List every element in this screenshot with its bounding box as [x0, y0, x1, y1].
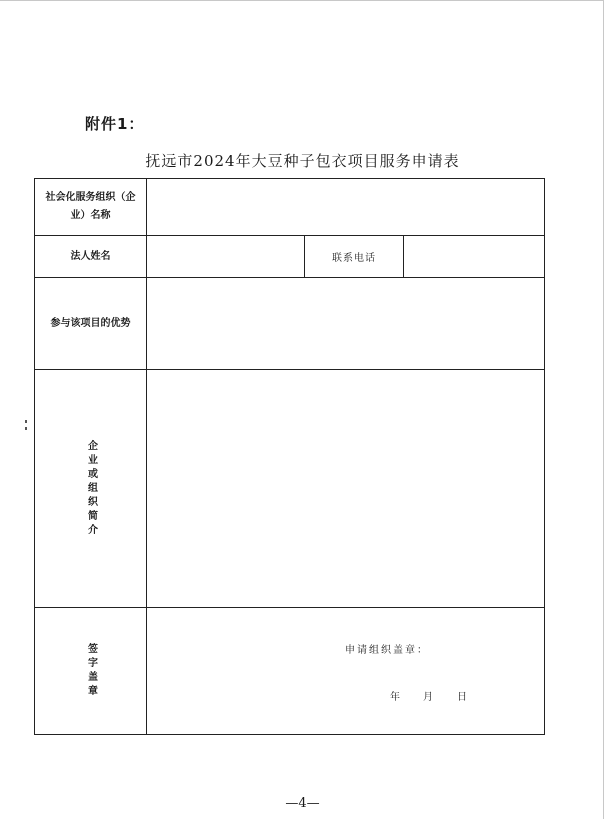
attachment-label: 附件1： [85, 115, 145, 133]
date-year: 年 [390, 692, 402, 703]
contact-phone-label: 联系电话 [304, 236, 404, 277]
date-day: 日 [457, 692, 469, 703]
intro-row [35, 370, 544, 608]
page-number: —4— [285, 796, 320, 811]
advantage-label: 参与该项目的优势 [35, 278, 147, 369]
org-name-field[interactable] [147, 179, 544, 235]
advantage-field[interactable] [147, 278, 544, 369]
signature-label: 签字盖章 [85, 643, 97, 699]
legal-person-row [35, 236, 544, 278]
legal-person-label: 法人姓名 [35, 236, 147, 277]
application-form-table [34, 178, 545, 735]
intro-field[interactable] [147, 370, 544, 607]
advantage-row [35, 278, 544, 370]
org-name-row [35, 179, 544, 236]
contact-phone-field[interactable] [402, 236, 544, 277]
seal-text: 申请组织盖章： [345, 645, 429, 656]
signature-row [35, 608, 544, 734]
signature-label-cell [35, 608, 147, 734]
signature-field[interactable] [147, 608, 544, 734]
date-month: 月 [423, 692, 435, 703]
intro-label-cell [35, 370, 147, 607]
intro-label: 企业或组织简介 [85, 439, 97, 538]
legal-person-field[interactable] [147, 236, 304, 277]
scan-mark [25, 420, 27, 434]
form-title: 抚远市2024年大豆种子包衣项目服务申请表 [145, 152, 460, 170]
org-name-label: 社会化服务组织（企业）名称 [35, 179, 147, 235]
